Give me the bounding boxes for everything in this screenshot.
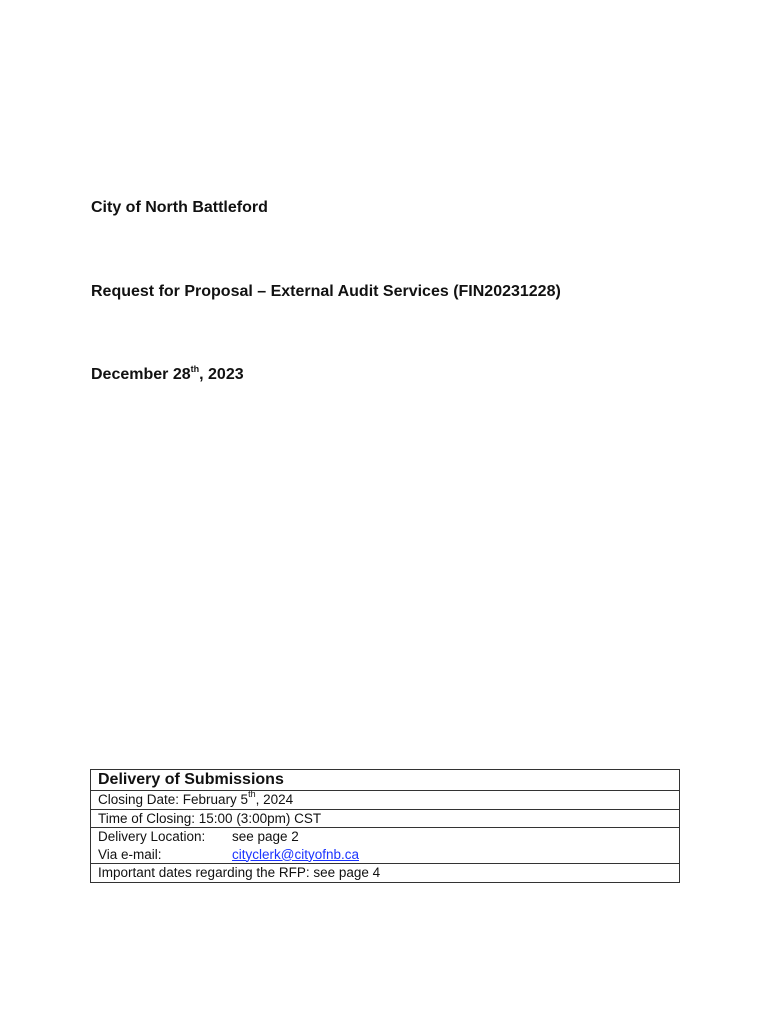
closing-date-rest: , 2024 [255,792,294,807]
delivery-box [90,769,680,883]
closing-date-prefix: Closing Date: February 5 [98,792,249,807]
organization-name: City of North Battleford [91,199,268,216]
delivery-location-row [91,828,679,846]
issue-date [91,365,244,385]
issue-date-prefix: December 28 [91,366,191,383]
important-dates-row: Important dates regarding the RFP: see page 4 [98,865,381,880]
issue-date-ordinal: th [190,364,200,374]
email-label: Via e-mail: [98,846,162,862]
time-of-closing-row: Time of Closing: 15:00 (3:00pm) CST [91,810,679,829]
closing-date-row [91,791,679,810]
delivery-location-value: see page 2 [232,829,299,844]
email-link[interactable]: cityclerk@cityofnb.ca [232,846,359,862]
delivery-box-title: Delivery of Submissions [91,770,679,791]
email-row [91,846,679,865]
delivery-location-label: Delivery Location: [98,829,206,844]
issue-date-rest: , 2023 [199,366,244,383]
closing-date-ordinal: th [248,789,256,799]
rfp-title: Request for Proposal – External Audit Services (FIN20231228) [91,283,561,300]
